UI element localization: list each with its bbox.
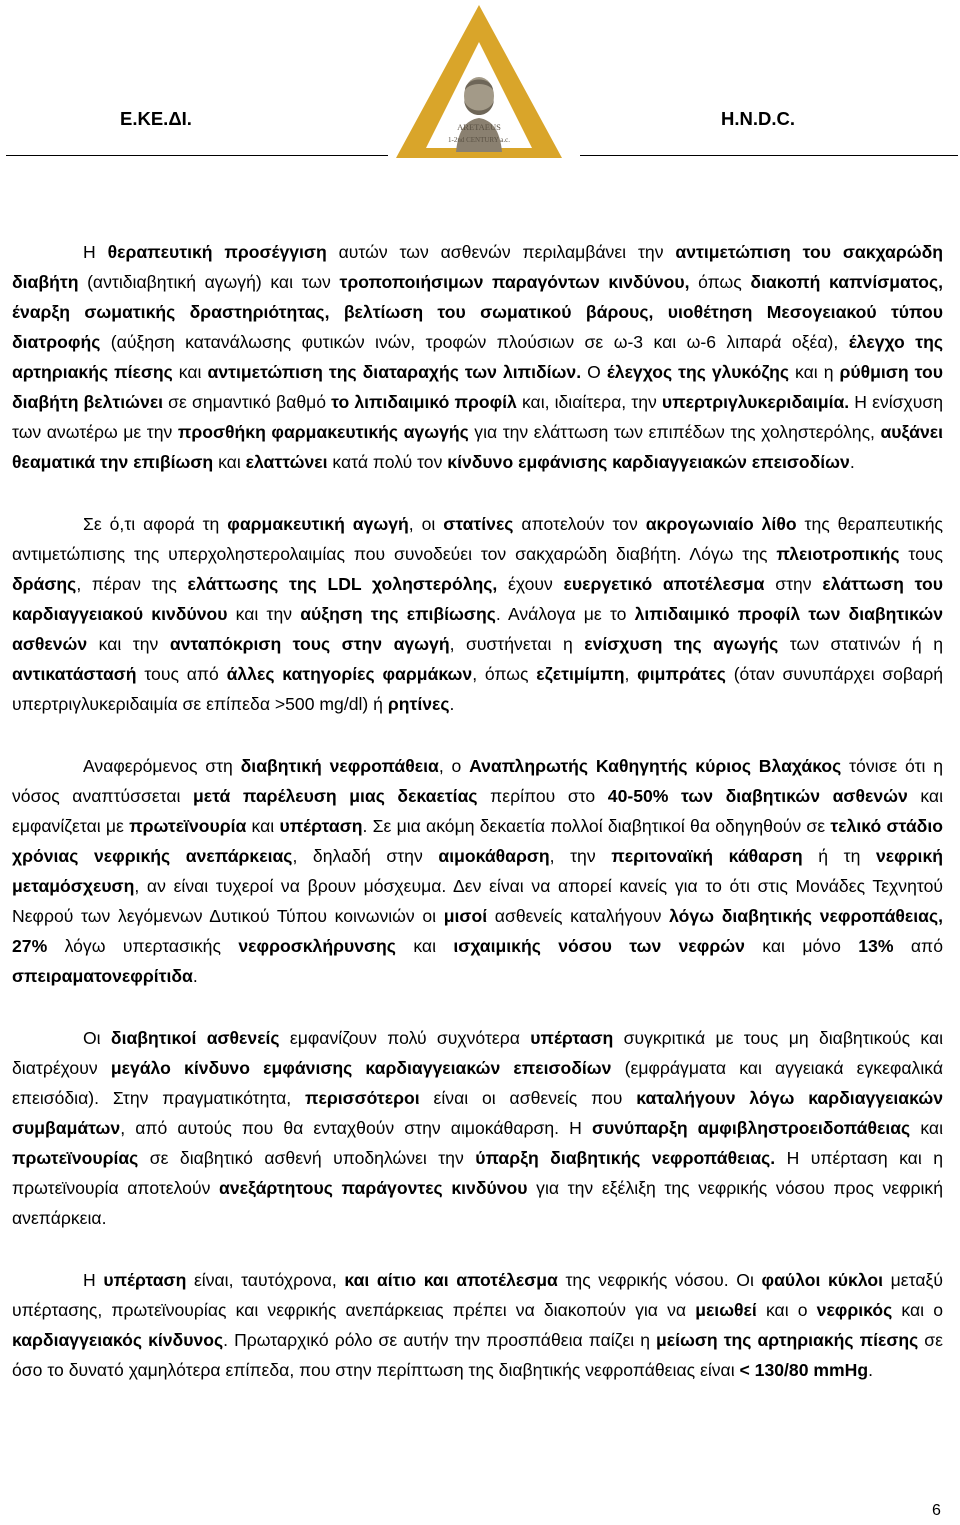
bold-text-run: μετά παρέλευση μιας δεκαετίας	[193, 786, 478, 806]
text-run: ή τη	[802, 846, 876, 866]
text-run: , από αυτούς που θα ενταχθούν στην αιμοκάθαρση. Η	[120, 1118, 592, 1138]
text-run: και	[246, 816, 280, 836]
text-run: .	[849, 452, 855, 472]
bold-text-run: μισοί	[443, 906, 488, 926]
text-run: Η ενίσχυση των ανωτέρω με την	[12, 392, 944, 442]
bold-text-run: αιμοκάθαρση	[438, 846, 550, 866]
text-run: έχουν	[497, 574, 564, 594]
text-run: της νεφρικής νόσου. Οι	[557, 1270, 762, 1290]
text-run: , όπως	[472, 664, 537, 684]
text-run: σε όσο το δυνατό χαμηλότερα επίπεδα, που στην περίπτωση της διαβητικής νεφροπάθειας είναι	[12, 1330, 943, 1380]
text-run: . Ανάλογα με το	[495, 604, 635, 624]
text-run: στην	[764, 574, 823, 594]
bold-text-run: καταλήγουν λόγω καρδιαγγειακών συμβαμάτων	[12, 1088, 944, 1138]
bold-text-run: αυξάνει θεαματικά την επιβίωση	[12, 422, 943, 472]
text-run: σε διαβητικό ασθενή υποδηλώνει την	[138, 1148, 476, 1168]
text-run: (αντιδιαβητική αγωγή) και των	[78, 272, 340, 292]
bold-text-run: υπερτριγλυκεριδαιμία.	[661, 392, 850, 412]
bold-text-run: έλεγχο της αρτηριακής πίεσης	[12, 332, 943, 382]
text-run: , πέραν της	[76, 574, 188, 594]
bold-text-run: φαρμακευτική αγωγή	[227, 514, 409, 534]
bold-text-run: αντιμετώπιση της διαταραχής των λιπιδίων.	[207, 362, 582, 382]
text-run: Σε ό,τι αφορά τη	[83, 514, 228, 534]
bold-text-run: 40-50% των διαβητικών ασθενών	[607, 786, 908, 806]
text-run: .	[868, 1360, 873, 1380]
text-run: τους	[899, 544, 943, 564]
bold-text-run: πλειοτροπικής	[776, 544, 900, 564]
bold-text-run: ακρογωνιαίο λίθο	[645, 514, 797, 534]
logo-caption-name: ARETAEUS	[457, 122, 501, 132]
text-run: είναι οι ασθενείς που	[419, 1088, 637, 1108]
paragraph	[12, 509, 943, 719]
bold-text-run: υπέρταση	[530, 1028, 614, 1048]
bold-text-run: φαύλοι κύκλοι	[761, 1270, 884, 1290]
text-run: , οι	[408, 514, 444, 534]
text-run: και ο	[892, 1300, 943, 1320]
text-run: Οι	[83, 1028, 111, 1048]
text-run: από	[893, 936, 943, 956]
text-run: για την ελάττωση των επιπέδων της χοληστερόλης,	[468, 422, 881, 442]
bold-text-run: κίνδυνο εμφάνισης καρδιαγγειακών επεισοδίων	[447, 452, 850, 472]
bold-text-run: ύπαρξη διαβητικής νεφροπάθειας.	[475, 1148, 776, 1168]
bold-text-run: υπέρταση	[279, 816, 363, 836]
text-run: και, ιδιαίτερα, την	[516, 392, 662, 412]
paragraph	[12, 1265, 943, 1385]
paragraph	[12, 751, 943, 991]
text-run: και ο	[756, 1300, 817, 1320]
bold-text-run: ρύθμιση του διαβήτη βελτιώνει	[12, 362, 943, 412]
bold-text-run: διακοπή καπνίσματος, έναρξη σωματικής δραστηριότητας, βελτίωση του σωματικού βάρους, υιοθέτηση Μεσογειακού τύπου διατροφής	[12, 272, 943, 352]
header-left-org: Ε.ΚΕ.ΔΙ.	[120, 108, 192, 129]
text-run: για την εξέλιξη της νεφρικής νόσου προς νεφρική ανεπάρκεια.	[12, 1178, 943, 1228]
text-run: (αύξηση κατανάλωσης φυτικών ινών, τροφών πλούσιων σε ω-3 και ω-6 λιπαρά οξέα),	[100, 332, 849, 352]
bold-text-run: < 130/80 mmHg	[739, 1360, 869, 1380]
bold-text-run: υπέρταση	[103, 1270, 187, 1290]
text-run: . Πρωταρχικό ρόλο σε αυτήν την προσπάθεια παίζει η	[223, 1330, 657, 1350]
bold-text-run: ελάττωσης της LDL χοληστερόλης,	[187, 574, 498, 594]
bold-text-run: νεφρική μεταμόσχευση	[12, 846, 944, 896]
text-run: , την	[549, 846, 612, 866]
text-run: αποτελούν τον	[513, 514, 646, 534]
text-run: κατά πολύ τον	[327, 452, 448, 472]
text-run: της θεραπευτικής αντιμετώπισης της υπερχοληστερολαιμίας που συνοδεύει τον σακχαρώδη διαβήτη. Λόγω της	[12, 514, 943, 564]
text-run: τους από	[136, 664, 227, 684]
text-run: . Σε μια ακόμη δεκαετία πολλοί διαβητικοί θα οδηγηθούν σε	[362, 816, 831, 836]
text-run: όπως	[689, 272, 751, 292]
text-run: περίπου στο	[477, 786, 608, 806]
bold-text-run: ευεργετικό αποτέλεσμα	[563, 574, 765, 594]
bold-text-run: διαβητική νεφροπάθεια	[240, 756, 439, 776]
text-run: και	[213, 452, 246, 472]
bold-text-run: ρητίνες	[387, 694, 450, 714]
bold-text-run: αντιμετώπιση του σακχαρώδη διαβήτη	[12, 242, 943, 292]
bold-text-run: φιμπράτες	[637, 664, 726, 684]
bold-text-run: στατίνες	[443, 514, 514, 534]
bold-text-run: αύξηση της επιβίωσης	[300, 604, 496, 624]
bold-text-run: δράσης	[12, 574, 77, 594]
text-run: Η	[83, 1270, 104, 1290]
paragraph	[12, 1023, 943, 1233]
text-run: , συστήνεται η	[449, 634, 585, 654]
bold-text-run: θεραπευτική προσέγγιση	[107, 242, 327, 262]
text-run: συγκριτικά με τους μη διαβητικούς και διατρέχουν	[12, 1028, 944, 1078]
text-run: των στατινών ή η	[778, 634, 943, 654]
article-body	[12, 237, 943, 1417]
bold-text-run: λόγω διαβητικής νεφροπάθειας, 27%	[12, 906, 943, 956]
text-run: και	[395, 936, 454, 956]
bold-text-run: ελαττώνει	[245, 452, 328, 472]
bold-text-run: και αίτιο και αποτέλεσμα	[344, 1270, 558, 1290]
bold-text-run: τροποποιήσιμων παραγόντων κινδύνου,	[339, 272, 690, 292]
text-run: σε σημαντικό βαθμό	[163, 392, 332, 412]
bold-text-run: τελικό στάδιο χρόνιας νεφρικής ανεπάρκειας	[12, 816, 943, 866]
bold-text-run: ανεξάρτητους παράγοντες κινδύνου	[219, 1178, 528, 1198]
bold-text-run: άλλες κατηγορίες φαρμάκων	[226, 664, 473, 684]
text-run: , αν είναι τυχεροί να βρουν μόσχευμα. Δεν είναι να απορεί κανείς για το ότι στις Μονάδες Τεχνητού Νεφρού των λεγόμενων Δυτικού Τύπου κοινωνιών οι	[12, 876, 943, 926]
bold-text-run: έλεγχος της γλυκόζης	[606, 362, 789, 382]
header-rule-right	[580, 155, 958, 156]
text-run: και μόνο	[744, 936, 859, 956]
bold-text-run: μειωθεί	[695, 1300, 757, 1320]
bold-text-run: προσθήκη φαρμακευτικής αγωγής	[177, 422, 469, 442]
bold-text-run: πρωτεϊνουρίας	[12, 1148, 139, 1168]
text-run: και	[910, 1118, 943, 1138]
bold-text-run: εζετιμίμπη	[536, 664, 625, 684]
bold-text-run: πρωτεϊνουρία	[129, 816, 247, 836]
text-run: , ο	[438, 756, 470, 776]
text-run: Η υπέρταση και η πρωτεϊνουρία αποτελούν	[12, 1148, 943, 1198]
bold-text-run: λιπιδαιμικό προφίλ των διαβητικών ασθενών	[12, 604, 943, 654]
aretaeus-logo	[392, 2, 566, 160]
bold-text-run: διαβητικοί ασθενείς	[110, 1028, 280, 1048]
text-run: Η	[83, 242, 108, 262]
bold-text-run: μεγάλο κίνδυνο εμφάνισης καρδιαγγειακών επεισοδίων	[110, 1058, 612, 1078]
text-run: (εμφράγματα και αγγειακά εγκεφαλικά επεισόδια). Στην πραγματικότητα,	[12, 1058, 943, 1108]
bold-text-run: ενίσχυση της αγωγής	[584, 634, 779, 654]
text-run: .	[449, 694, 455, 714]
logo-caption-century: 1-2nd CENTURY a.c.	[448, 136, 510, 144]
text-run: μεταξύ υπέρτασης, πρωτεϊνουρίας και νεφρικής ανεπάρκειας πρέπει να διακοπούν για να	[12, 1270, 944, 1320]
bold-text-run: νεφρικός	[816, 1300, 893, 1320]
text-run: εμφανίζουν πολύ συχνότερα	[279, 1028, 531, 1048]
text-run: και την	[227, 604, 301, 624]
text-run: Αναφερόμενος στη	[83, 756, 241, 776]
bold-text-run: καρδιαγγειακός κίνδυνος	[12, 1330, 224, 1350]
text-run: (όταν συνυπάρχει σοβαρή υπερτριγλυκεριδαιμία σε επίπεδα >500 mg/dl) ή	[12, 664, 943, 714]
text-run: και εμφανίζεται με	[12, 786, 943, 836]
bold-text-run: νεφροσκλήρυνσης	[238, 936, 396, 956]
text-run: ασθενείς καταλήγουν	[487, 906, 670, 926]
text-run: Ο	[581, 362, 607, 382]
text-run: τόνισε ότι η νόσος αναπτύσσεται	[12, 756, 943, 806]
text-run: , δηλαδή στην	[292, 846, 439, 866]
text-run: είναι, ταυτόχρονα,	[186, 1270, 345, 1290]
bold-text-run: Αναπληρωτής Καθηγητής κύριος Βλαχάκος	[469, 756, 842, 776]
page-number: 6	[932, 1502, 941, 1519]
bold-text-run: ισχαιμικής νόσου των νεφρών	[453, 936, 745, 956]
bold-text-run: περιτοναϊκή κάθαρση	[611, 846, 803, 866]
bold-text-run: συνύπαρξη αμφιβληστροειδοπάθειας	[592, 1118, 911, 1138]
paragraph	[12, 237, 943, 477]
bold-text-run: το λιπιδαιμικό προφίλ	[331, 392, 517, 412]
text-run: και την	[87, 634, 170, 654]
header-right-org: H.N.D.C.	[721, 108, 795, 129]
text-run: .	[192, 966, 198, 986]
bold-text-run: 13%	[858, 936, 894, 956]
bold-text-run: ελάττωση του καρδιαγγειακού κινδύνου	[12, 574, 943, 624]
header-rule-left	[6, 155, 388, 156]
text-run: και	[172, 362, 208, 382]
bold-text-run: αντικατάστασή	[12, 664, 137, 684]
bold-text-run: μείωση της αρτηριακής πίεσης	[656, 1330, 919, 1350]
bold-text-run: περισσότεροι	[305, 1088, 420, 1108]
text-run: ,	[624, 664, 638, 684]
text-run: και η	[788, 362, 840, 382]
bold-text-run: ανταπόκριση τους στην αγωγή	[169, 634, 450, 654]
text-run: λόγω υπερτασικής	[47, 936, 239, 956]
bold-text-run: σπειραματονεφρίτιδα	[12, 966, 193, 986]
text-run: αυτών των ασθενών περιλαμβάνει την	[326, 242, 676, 262]
